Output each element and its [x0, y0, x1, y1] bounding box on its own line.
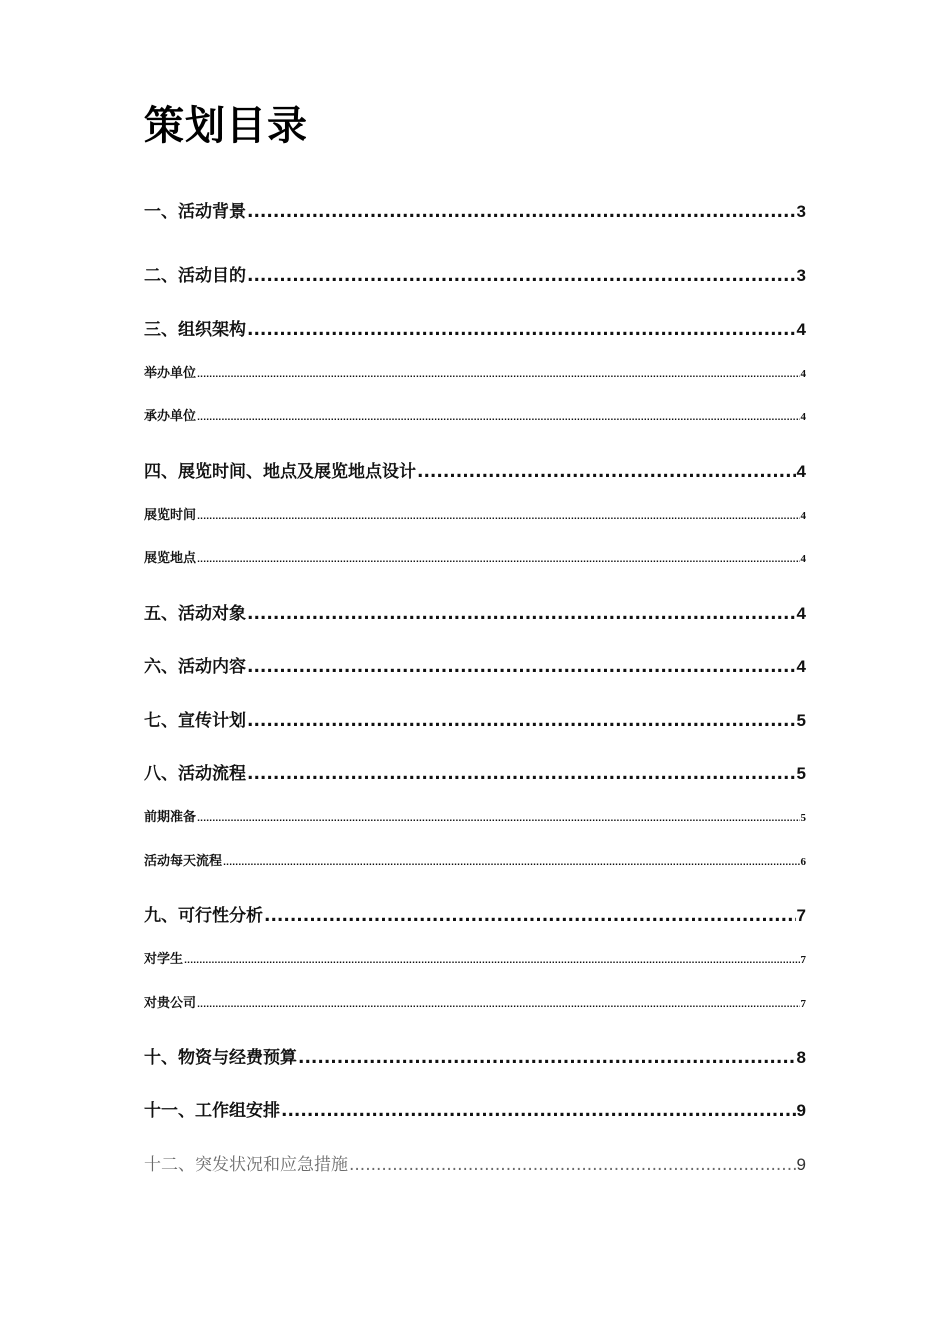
toc-entry-page: 7 [800, 954, 806, 966]
toc-entry-label: 五、活动对象 [144, 604, 246, 624]
toc-entry-page: 4 [800, 411, 806, 423]
toc-entry-label: 六、活动内容 [144, 657, 246, 677]
toc-leader [197, 550, 799, 569]
toc-leader [417, 460, 796, 484]
toc-entry-label: 举办单位 [144, 366, 197, 381]
toc-entry-page: 7 [800, 998, 806, 1010]
toc-entry-label: 十二、突发状况和应急措施 [144, 1155, 348, 1175]
toc-subentry[interactable] [144, 365, 806, 383]
toc-subentry[interactable] [144, 408, 806, 426]
toc-entry-label: 四、展览时间、地点及展览地点设计 [144, 462, 416, 482]
toc-entry-label: 十一、工作组安排 [144, 1101, 280, 1121]
toc-entry-label: 十、物资与经费预算 [144, 1048, 297, 1068]
toc-entry-page: 4 [796, 320, 806, 339]
toc-entry-page: 4 [800, 368, 806, 380]
toc-entry-label: 九、可行性分析 [144, 906, 263, 926]
toc-entry[interactable] [144, 1153, 806, 1177]
toc-leader [247, 762, 796, 786]
toc-entry-label: 承办单位 [144, 409, 197, 424]
toc-entry-page: 4 [796, 462, 806, 481]
toc-entry-page: 4 [800, 510, 806, 522]
toc-entry-page: 3 [796, 202, 806, 221]
toc-subentry[interactable] [144, 995, 806, 1013]
toc-entry-label: 七、宣传计划 [144, 711, 246, 731]
toc-entry-label: 展览时间 [144, 508, 197, 523]
toc-entry-label: 前期准备 [144, 810, 197, 825]
toc-entry-label: 二、活动目的 [144, 266, 246, 286]
toc-entry[interactable] [144, 655, 806, 679]
toc-subentry[interactable] [144, 550, 806, 568]
toc-entry-page: 6 [800, 856, 806, 868]
toc-leader [247, 318, 796, 342]
toc-entry[interactable] [144, 318, 806, 342]
toc-leader [247, 264, 796, 288]
toc-entry-label: 展览地点 [144, 551, 197, 566]
toc-subentry[interactable] [144, 853, 806, 871]
toc-leader [197, 995, 799, 1014]
toc-leader [223, 853, 799, 872]
toc-entry-page: 7 [796, 906, 806, 925]
toc-entry-page: 5 [796, 711, 806, 730]
toc-entry-label: 活动每天流程 [144, 854, 223, 869]
toc-leader [298, 1046, 796, 1070]
toc-leader [349, 1153, 796, 1177]
toc-entry-page: 5 [800, 812, 806, 824]
toc-entry-page: 4 [796, 604, 806, 623]
toc-leader [247, 709, 796, 733]
toc-leader [197, 507, 799, 526]
toc-entry[interactable] [144, 1046, 806, 1070]
toc-leader [247, 200, 796, 224]
toc-leader [264, 904, 796, 928]
page-title: 策划目录 [144, 102, 308, 149]
toc-entry-page: 9 [796, 1101, 806, 1120]
toc-entry-label: 对学生 [144, 952, 184, 967]
toc-subentry[interactable] [144, 951, 806, 969]
toc-entry[interactable] [144, 709, 806, 733]
toc-entry[interactable] [144, 460, 806, 484]
toc-entry[interactable] [144, 264, 806, 288]
toc-leader [184, 951, 799, 970]
toc-leader [247, 602, 796, 626]
toc-entry-page: 5 [796, 764, 806, 783]
toc-entry-page: 4 [800, 553, 806, 565]
toc-subentry[interactable] [144, 507, 806, 525]
toc-entry-label: 八、活动流程 [144, 764, 246, 784]
toc-entry-page: 3 [796, 266, 806, 285]
toc-leader [197, 365, 799, 384]
toc-entry-label: 一、活动背景 [144, 202, 246, 222]
toc-entry[interactable] [144, 200, 806, 224]
toc-leader [247, 655, 796, 679]
toc-entry[interactable] [144, 1099, 806, 1123]
toc-leader [197, 809, 799, 828]
toc-entry[interactable] [144, 602, 806, 626]
toc-leader [281, 1099, 796, 1123]
toc-entry[interactable] [144, 762, 806, 786]
toc-subentry[interactable] [144, 809, 806, 827]
toc-entry-page: 8 [796, 1048, 806, 1067]
toc-entry-page: 4 [796, 657, 806, 676]
toc-entry-label: 对贵公司 [144, 996, 197, 1011]
toc-leader [197, 408, 799, 427]
toc-entry-label: 三、组织架构 [144, 320, 246, 340]
toc-entry-page: 9 [796, 1155, 806, 1174]
toc-entry[interactable] [144, 904, 806, 928]
